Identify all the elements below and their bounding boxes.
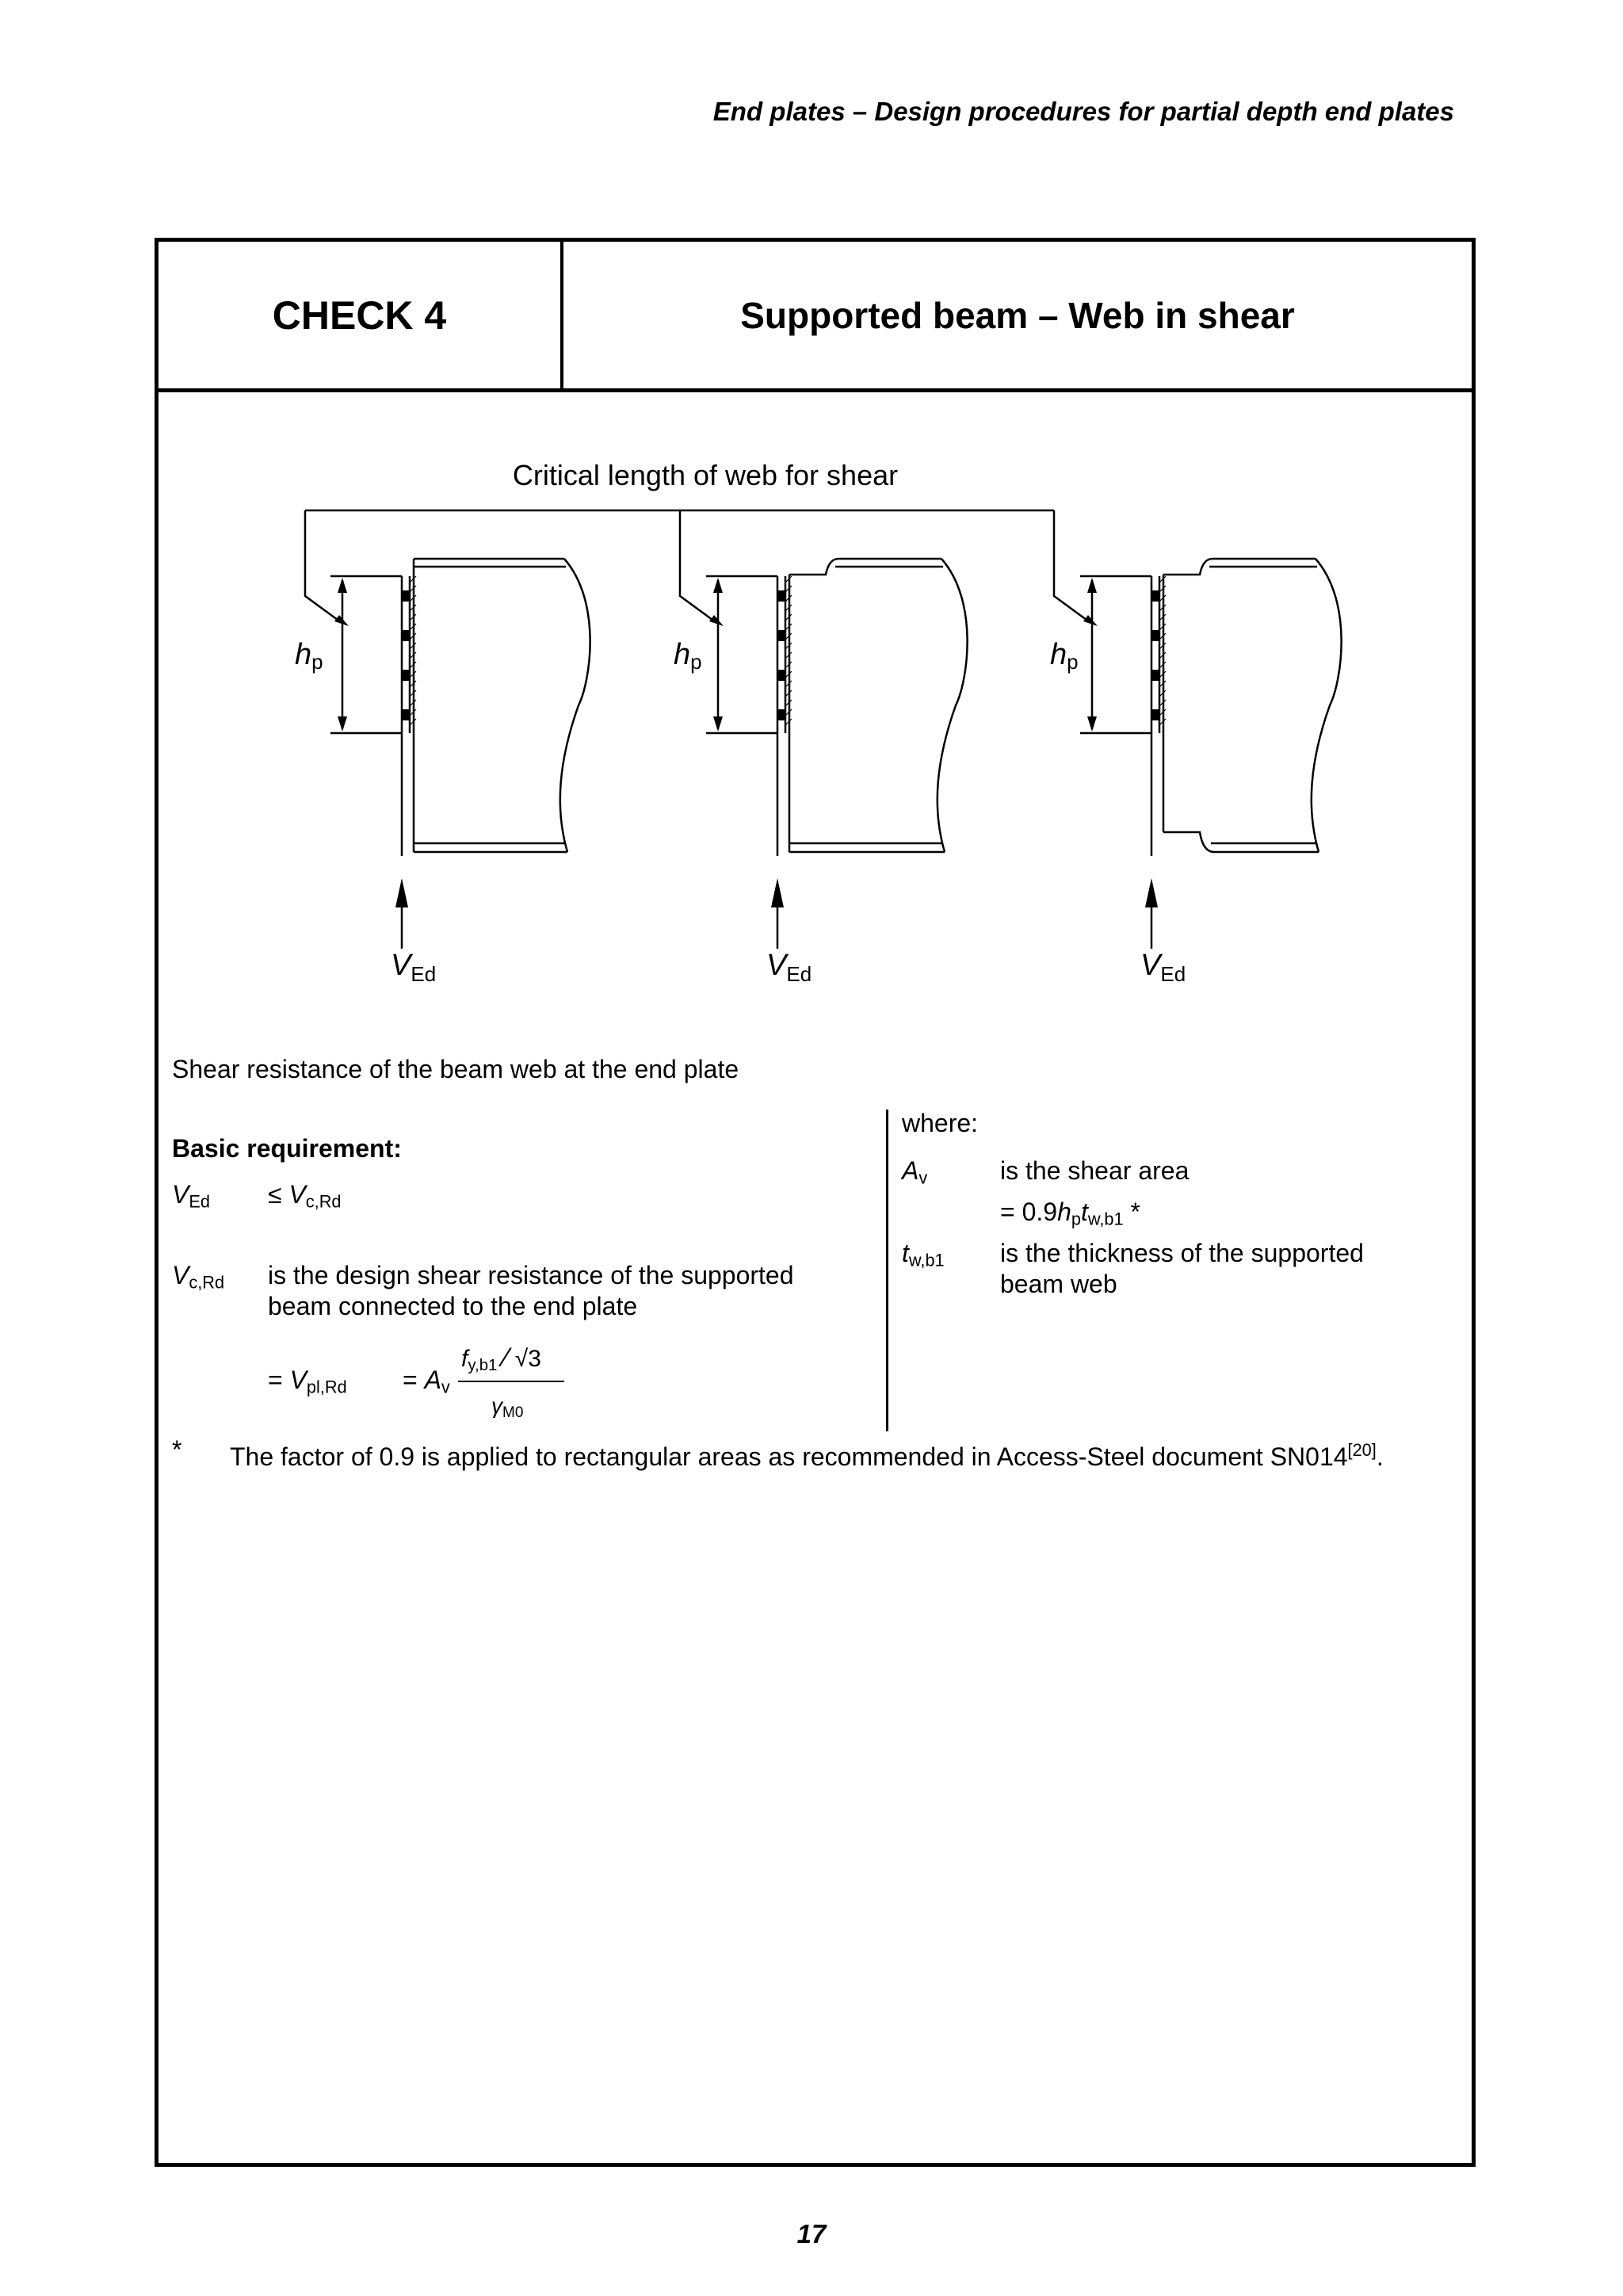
av-equation: = $A_v$ [403,1366,450,1397]
figure-caption: Critical length of web for shear [512,459,899,491]
force-label-3: $V_{Ed}$ [1140,949,1186,986]
tw-definition-line2: beam web [1000,1270,1117,1298]
av-definition: is the shear area [1000,1156,1190,1185]
column-divider [886,1110,888,1431]
footnote-marker: * [172,1435,182,1464]
req-lhs: $V_{Ed}$ [172,1180,210,1212]
check-title: Supported beam – Web in shear [740,294,1295,336]
vpl-equation: = $V_{pl,Rd}$ [268,1366,347,1397]
beam-detail-1 [330,559,590,949]
dim-label-2: hp [674,638,702,674]
running-header: End plates – Design procedures for partial depth end plates [712,97,1454,126]
basic-requirement-heading: Basic requirement: [172,1134,402,1163]
vcrd-symbol: $V_{c,Rd}$ [172,1261,225,1293]
dim-label-3: hp [1050,638,1079,674]
shear-diagram [0,0,1623,1030]
page-number: 17 [796,2219,827,2248]
tw-symbol: $t_{w,b1}$ [902,1239,945,1270]
footnote-text: The factor of 0.9 is applied to rectangular areas as recommended in Access-Steel document SN014[20]. [230,1440,1384,1471]
beam-detail-3 [1080,559,1342,949]
intro-text: Shear resistance of the beam web at the end plate [172,1055,739,1083]
vcrd-definition-line1: is the design shear resistance of the supported [268,1261,794,1289]
check-number: CHECK 4 [158,242,563,388]
fraction-numerator: $f_{y,b1}$ ⁄ √3 [461,1343,541,1375]
vcrd-definition-line2: beam connected to the end plate [268,1292,638,1320]
av-equation-right: = $0.9h_pt_{w,b1}$ * [1000,1198,1140,1229]
fraction-denominator: $\gamma_{M0}$ [491,1393,524,1421]
force-label-1: $V_{Ed}$ [391,949,437,986]
fraction-bar [458,1381,564,1382]
beam-detail-2 [706,559,968,949]
where-label: where: [902,1109,979,1137]
tw-definition-line1: is the thickness of the supported [1000,1239,1364,1267]
av-symbol: $A_v$ [902,1156,928,1188]
req-rhs: ≤ $V_{c,Rd}$ [268,1180,342,1212]
force-label-2: $V_{Ed}$ [766,949,812,986]
dim-label-1: hp [295,638,323,674]
